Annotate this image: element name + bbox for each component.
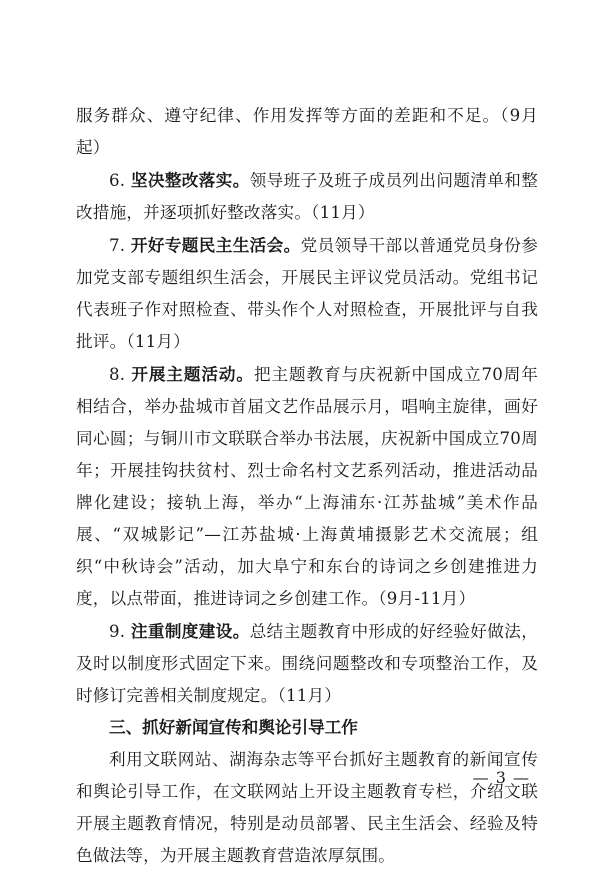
item-6-paragraph — [76, 164, 538, 229]
item-8-number: 8. — [109, 365, 126, 384]
item-9-number: 9. — [109, 622, 126, 641]
item-8-title: 开展主题活动。 — [131, 364, 254, 384]
item-6-body: 领导班子及班子成员列出问题清单和整改措施，并逐项抓好整改落实。（11月） — [76, 171, 538, 222]
section-body-paragraph: 利用文联网站、湖海杂志等平台抓好主题教育的新闻宣传和舆论引导工作，在文联网站上开设主题教育专栏，介绍文联开展主题教育情况，特别是动员部署、民主生活会、经验及特色做法等，为开展主题教育营造浓厚氛围。 — [76, 750, 538, 865]
continuation-paragraph: 服务群众、遵守纪律、作用发挥等方面的差距和不足。（9月起） — [76, 106, 538, 157]
item-7-paragraph — [76, 229, 538, 358]
item-9-paragraph — [76, 615, 538, 712]
item-8-paragraph — [76, 358, 538, 615]
document-body — [76, 100, 538, 872]
item-7-title: 开好专题民主生活会。 — [130, 235, 301, 255]
item-6-title: 坚决整改落实。 — [130, 170, 250, 190]
item-7-body: 党员领导干部以普通党员身份参加党支部专题组织生活会，开展民主评议党员活动。党组书记代表班子作对照检查、带头作个人对照检查，开展批评与自我批评。（11月） — [76, 236, 538, 351]
item-9-body: 总结主题教育中形成的好经验好做法，及时以制度形式固定下来。围绕问题整改和专项整治工作，及时修订完善相关制度规定。（11月） — [76, 622, 538, 705]
section-heading: 三、抓好新闻宣传和舆论引导工作 — [109, 718, 358, 737]
item-6-number: 6. — [109, 171, 126, 190]
page-number: — 3 — — [472, 768, 530, 787]
item-9-title: 注重制度建设。 — [130, 621, 250, 641]
item-8-body: 把主题教育与庆祝新中国成立70周年相结合，举办盐城市首届文艺作品展示月，唱响主旋律，画好同心圆；与铜川市文联联合举办书法展，庆祝新中国成立70周年；开展挂钩扶贫村、烈士命名村文艺系列活动，推进活动品牌化建设；接轨上海，举办“上海浦东·江苏盐城”美术作品展、“双城影记”—江苏盐城·上海黄埔摄影艺术交流展；组织“中秋诗会”活动，加大阜宁和东台的诗词之乡创建推进力度，以点带面，推进诗词之乡创建工作。（9月-11月） — [76, 365, 539, 608]
item-7-number: 7. — [109, 236, 126, 255]
